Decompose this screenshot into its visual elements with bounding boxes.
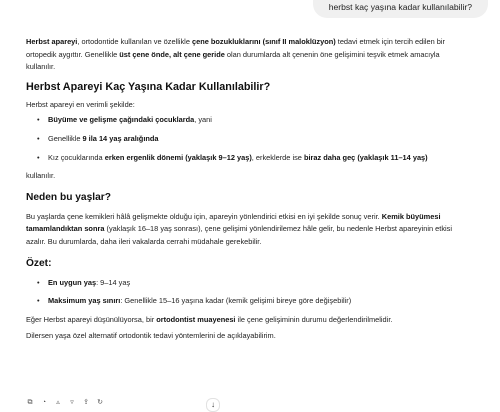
list-item bbox=[38, 295, 470, 308]
summary-paragraph bbox=[26, 314, 470, 327]
speaker-icon[interactable]: ◔ bbox=[41, 399, 47, 406]
intro-text-6: olan durumlarda alt çenenin öne gelişimini teşvik etmek amacıyla kullanılır. bbox=[26, 49, 440, 72]
bullet-bold: erken ergenlik dönemi (yaklaşık 9–12 yaş) bbox=[104, 152, 252, 162]
list-item bbox=[38, 114, 470, 127]
summary-bullet-list bbox=[26, 277, 470, 308]
summary-bold: ortodontist muayenesi bbox=[156, 314, 236, 324]
bullet-text: , erkeklerde ise bbox=[251, 152, 304, 162]
section-heading-why: Neden bu yaşlar? bbox=[26, 191, 111, 203]
copy-icon[interactable]: ⧉ bbox=[27, 399, 33, 406]
intro-bold-5: üst çene önde, alt çene geride bbox=[119, 49, 225, 59]
bullet-text: Kız çocuklarında bbox=[48, 152, 105, 162]
thumbs-down-icon[interactable]: ▿ bbox=[70, 399, 74, 406]
why-text: Bu yaşlarda çene kemikleri hâlâ gelişmekte olduğu için, apareyin yönlendirici etkisi en iyi şekilde sonuç verir. bbox=[26, 211, 380, 221]
assistant-response bbox=[26, 36, 470, 343]
bullet-bold: biraz daha geç (yaklaşık 11–14 yaş) bbox=[303, 152, 428, 162]
bullet-text: , yani bbox=[194, 115, 212, 125]
list-item bbox=[38, 277, 470, 290]
intro-paragraph bbox=[26, 36, 470, 74]
arrow-down-icon: ↓ bbox=[211, 400, 215, 409]
age-bullet-list bbox=[26, 114, 470, 164]
user-message-text: herbst kaç yaşına kadar kullanılabilir? bbox=[328, 2, 472, 12]
response-actions bbox=[26, 399, 104, 407]
summary-text-a: Eğer Herbst apareyi düşünülüyorsa, bir bbox=[26, 314, 157, 324]
intro-bold-1: Herbst apareyi bbox=[26, 37, 78, 46]
section1-lead: Herbst apareyi en verimli şekilde: bbox=[26, 99, 135, 109]
regenerate-icon[interactable]: ↻ bbox=[97, 399, 103, 406]
bullet-bold: Maksimum yaş sınırı bbox=[48, 296, 121, 306]
intro-bold-3: çene bozukluklarını (sınıf II maloklüzyon) bbox=[191, 37, 336, 46]
thumbs-up-icon[interactable]: ▵ bbox=[56, 399, 60, 406]
list-item bbox=[38, 133, 470, 146]
intro-text-2: , ortodontide kullanılan ve özellikle bbox=[77, 37, 192, 46]
section1-after: kullanılır. bbox=[26, 171, 56, 181]
user-message-bubble bbox=[313, 0, 488, 18]
bullet-bold: 9 ila 14 yaş aralığında bbox=[82, 133, 159, 143]
bullet-text: Genellikle bbox=[48, 133, 83, 143]
list-item bbox=[38, 152, 470, 165]
summary-text-c: ile çene gelişiminin durumu değerlendirilmelidir. bbox=[235, 314, 393, 324]
bullet-bold: Büyüme ve gelişme çağındaki çocuklarda bbox=[48, 115, 195, 125]
section-heading-age: Herbst Apareyi Kaç Yaşına Kadar Kullanılabilir? bbox=[26, 80, 271, 93]
why-bold: Kemik büyümesi tamamlandıktan sonra bbox=[26, 211, 441, 234]
share-icon[interactable]: ⇪ bbox=[83, 399, 89, 406]
bullet-text: : 9–14 yaş bbox=[96, 277, 131, 287]
section-heading-summary: Özet: bbox=[26, 257, 52, 269]
intro-text-4: tedavi etmek için tercih edilen bir ortopedik aygıttır. Genellikle bbox=[26, 37, 445, 59]
why-text-rest: (yaklaşık 16–18 yaş sonrası), çene gelişimi yönlendirilemez hâle gelir, bu nedenle Herbst apareyinin etkisi azalır. Bu durumlarda, daha ileri vakalarda cerrahi müdahale gerekebilir. bbox=[26, 224, 452, 246]
bullet-text: : Genellikle 15–16 yaşına kadar (kemik gelişimi bireye göre değişebilir) bbox=[120, 296, 352, 306]
bullet-bold: En uygun yaş bbox=[48, 277, 97, 287]
why-paragraph bbox=[26, 211, 470, 249]
closing-paragraph: Dilersen yaşa özel alternatif ortodontik tedavi yöntemlerini de açıklayabilirim. bbox=[26, 331, 276, 341]
